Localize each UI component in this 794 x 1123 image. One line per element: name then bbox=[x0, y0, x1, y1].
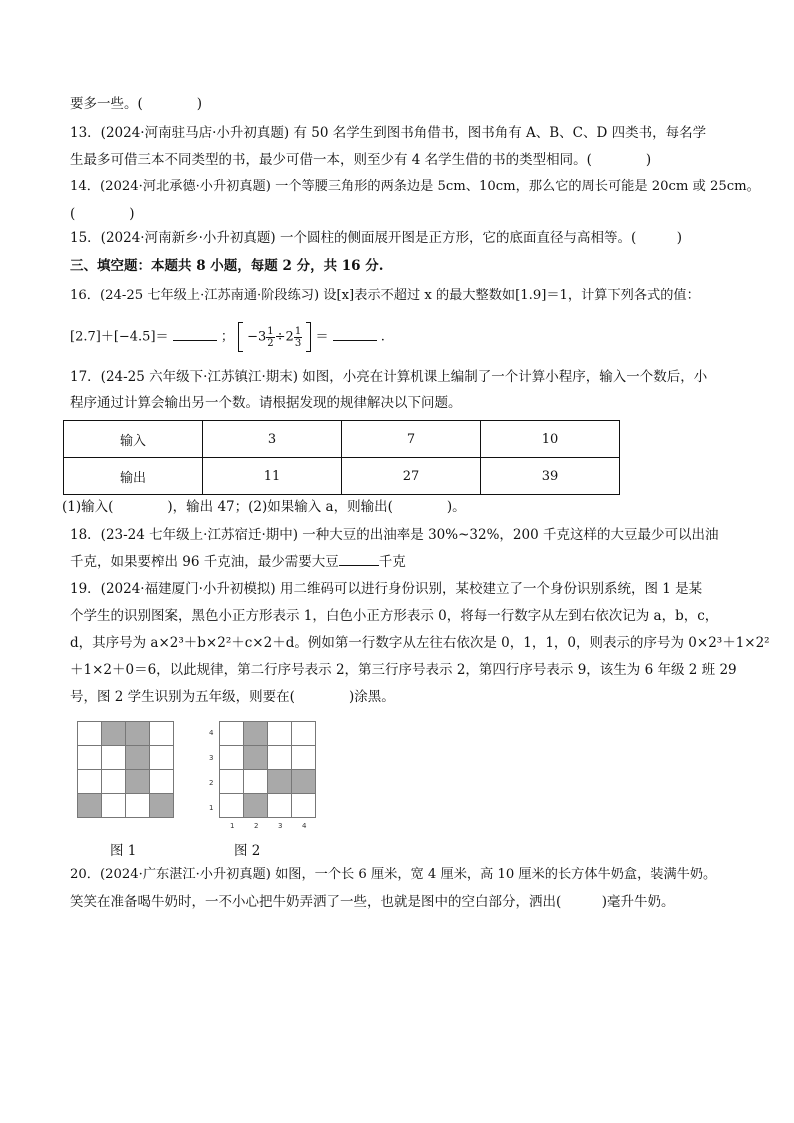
q16-line1: 16．(24-25 七年级上·江苏南通·阶段练习) 设[x]表示不超过 x 的最大整数如[1.9]＝1，计算下列各式的值： bbox=[70, 288, 700, 303]
fraction-one-third: $\frac{1}{3}$ bbox=[294, 325, 302, 349]
q16-sep: ； bbox=[220, 329, 234, 345]
fig1-cell-white bbox=[102, 794, 126, 818]
q17-line2: 程序通过计算会输出另一个数。请根据发现的规律解决以下问题。 bbox=[70, 395, 462, 411]
fig1-cell-white bbox=[78, 746, 102, 770]
x-tick-label: 2 bbox=[254, 822, 259, 830]
fig2-cell-white bbox=[220, 794, 244, 818]
x-tick-label: 4 bbox=[302, 822, 307, 830]
figure-1-caption: 图 1 bbox=[110, 843, 137, 859]
fig1-cell-white bbox=[78, 770, 102, 794]
fig1-cell-white bbox=[150, 746, 174, 770]
q15-line: 15．(2024·河南新乡·小升初真题) 一个圆柱的侧面展开图是正方形，它的底面直径与高相等。( ) bbox=[70, 230, 682, 246]
q19-line3: d，其序号为 a×2³＋b×2²＋c×2＋d。例如第一行数字从左往右依次是 0，1，1，0，则表示的序号为 0×2³＋1×2² bbox=[70, 635, 770, 651]
table-row bbox=[64, 458, 620, 495]
right-bracket-icon bbox=[306, 322, 311, 352]
q12-tail: 要多一些。( ) bbox=[70, 96, 203, 112]
fig1-cell-black bbox=[126, 746, 150, 770]
table-cell: 39 bbox=[481, 458, 620, 495]
fig2-cell-black bbox=[244, 746, 268, 770]
q17-line3: (1)输入( )，输出 47；(2)如果输入 a，则输出( )。 bbox=[62, 499, 466, 515]
fig1-cell-black bbox=[102, 722, 126, 746]
fig1-cell-white bbox=[150, 722, 174, 746]
fig2-cell-white bbox=[268, 794, 292, 818]
fig2-cell-black bbox=[268, 770, 292, 794]
fig1-cell-black bbox=[78, 794, 102, 818]
table-cell: 11 bbox=[203, 458, 342, 495]
q19-line5: 号，图 2 学生识别为五年级，则要在( )涂黑。 bbox=[70, 689, 395, 705]
q18-line2 bbox=[70, 553, 406, 571]
q16-expr2-a: −3 bbox=[247, 329, 267, 345]
q14-line1: 14．(2024·河北承德·小升初真题) 一个等腰三角形的两条边是 5cm、10cm，那么它的周长可能是 20cm 或 25cm。 bbox=[70, 179, 760, 194]
y-tick-label: 3 bbox=[209, 754, 214, 762]
q18-text-b: 千克 bbox=[378, 554, 406, 570]
q16-expr1: [2.7]＋[−4.5]＝ bbox=[70, 329, 169, 345]
fig2-cell-black bbox=[244, 794, 268, 818]
q16-equals: ＝ bbox=[315, 329, 329, 345]
x-tick-label: 3 bbox=[278, 822, 283, 830]
q18-blank[interactable] bbox=[339, 553, 379, 566]
table-cell: 7 bbox=[342, 421, 481, 458]
fig2-cell-black bbox=[244, 722, 268, 746]
q16-expr2-b: ÷2 bbox=[274, 329, 294, 345]
y-tick-label: 2 bbox=[209, 779, 214, 787]
q16-line2 bbox=[70, 322, 385, 353]
fig2-cell-white bbox=[268, 746, 292, 770]
figure-2-grid bbox=[219, 721, 316, 818]
q20-line1: 20．(2024·广东湛江·小升初真题) 如图，一个长 6 厘米，宽 4 厘米，高 10 厘米的长方体牛奶盒，装满牛奶。 bbox=[70, 867, 717, 882]
table-row bbox=[64, 421, 620, 458]
y-tick-label: 4 bbox=[209, 729, 214, 737]
q19-line2: 个学生的识别图案，黑色小正方形表示 1，白色小正方形表示 0，将每一行数字从左到右依次记为 a，b，c， bbox=[70, 608, 719, 624]
table-cell: 输入 bbox=[64, 421, 203, 458]
fig1-cell-black bbox=[126, 722, 150, 746]
figure-2-caption: 图 2 bbox=[234, 843, 261, 859]
fig2-cell-white bbox=[220, 770, 244, 794]
fig2-cell-white bbox=[268, 722, 292, 746]
q14-line2: ( ) bbox=[70, 206, 135, 222]
fig2-cell-white bbox=[220, 746, 244, 770]
fig1-cell-white bbox=[150, 770, 174, 794]
table-cell: 10 bbox=[481, 421, 620, 458]
q18-text-a: 千克，如果要榨出 96 千克油，最少需要大豆 bbox=[70, 554, 339, 570]
fig1-cell-white bbox=[102, 770, 126, 794]
table-cell: 输出 bbox=[64, 458, 203, 495]
section-3-heading: 三、填空题：本题共 8 小题，每题 2 分，共 16 分. bbox=[70, 258, 384, 274]
fig2-cell-white bbox=[244, 770, 268, 794]
y-tick-label: 1 bbox=[209, 804, 214, 812]
q16-period: . bbox=[380, 329, 385, 345]
fig1-cell-black bbox=[126, 770, 150, 794]
fig2-cell-white bbox=[220, 722, 244, 746]
q16-blank1[interactable] bbox=[173, 328, 217, 341]
fig1-cell-white bbox=[126, 794, 150, 818]
figure-1-grid bbox=[77, 721, 174, 818]
table-cell: 3 bbox=[203, 421, 342, 458]
left-bracket-icon bbox=[238, 322, 243, 352]
table-cell: 27 bbox=[342, 458, 481, 495]
fig2-cell-white bbox=[292, 722, 316, 746]
fig2-cell-white bbox=[292, 746, 316, 770]
fig1-cell-white bbox=[78, 722, 102, 746]
q20-line2: 笑笑在准备喝牛奶时，一不小心把牛奶弄洒了一些，也就是图中的空白部分，洒出( )毫升牛奶。 bbox=[70, 894, 675, 910]
q13-line1: 13．(2024·河南驻马店·小升初真题) 有 50 名学生到图书角借书，图书角有 A、B、C、D 四类书，每名学 bbox=[70, 125, 707, 141]
fig2-cell-black bbox=[292, 770, 316, 794]
fraction-one-half: $\frac{1}{2}$ bbox=[267, 325, 274, 349]
q13-line2: 生最多可借三本不同类型的书，最少可借一本，则至少有 4 名学生借的书的类型相同。( ) bbox=[70, 152, 652, 168]
x-tick-label: 1 bbox=[230, 822, 235, 830]
q16-blank2[interactable] bbox=[333, 328, 377, 341]
q17-line1: 17．(24-25 六年级下·江苏镇江·期末) 如图，小亮在计算机课上编制了一个计算小程序，输入一个数后，小 bbox=[70, 369, 708, 385]
q18-line1: 18．(23-24 七年级上·江苏宿迁·期中) 一种大豆的出油率是 30%~32%，200 千克这样的大豆最少可以出油 bbox=[70, 527, 719, 543]
q19-line1: 19．(2024·福建厦门·小升初模拟) 用二维码可以进行身份识别，某校建立了一个身份识别系统，图 1 是某 bbox=[70, 581, 703, 597]
fig1-cell-white bbox=[102, 746, 126, 770]
fig2-cell-white bbox=[292, 794, 316, 818]
fig1-cell-black bbox=[150, 794, 174, 818]
q19-line4: ＋1×2＋0＝6，以此规律，第二行序号表示 2，第三行序号表示 2，第四行序号表示 9，该生为 6 年级 2 班 29 bbox=[70, 662, 737, 678]
input-output-table bbox=[63, 420, 620, 495]
